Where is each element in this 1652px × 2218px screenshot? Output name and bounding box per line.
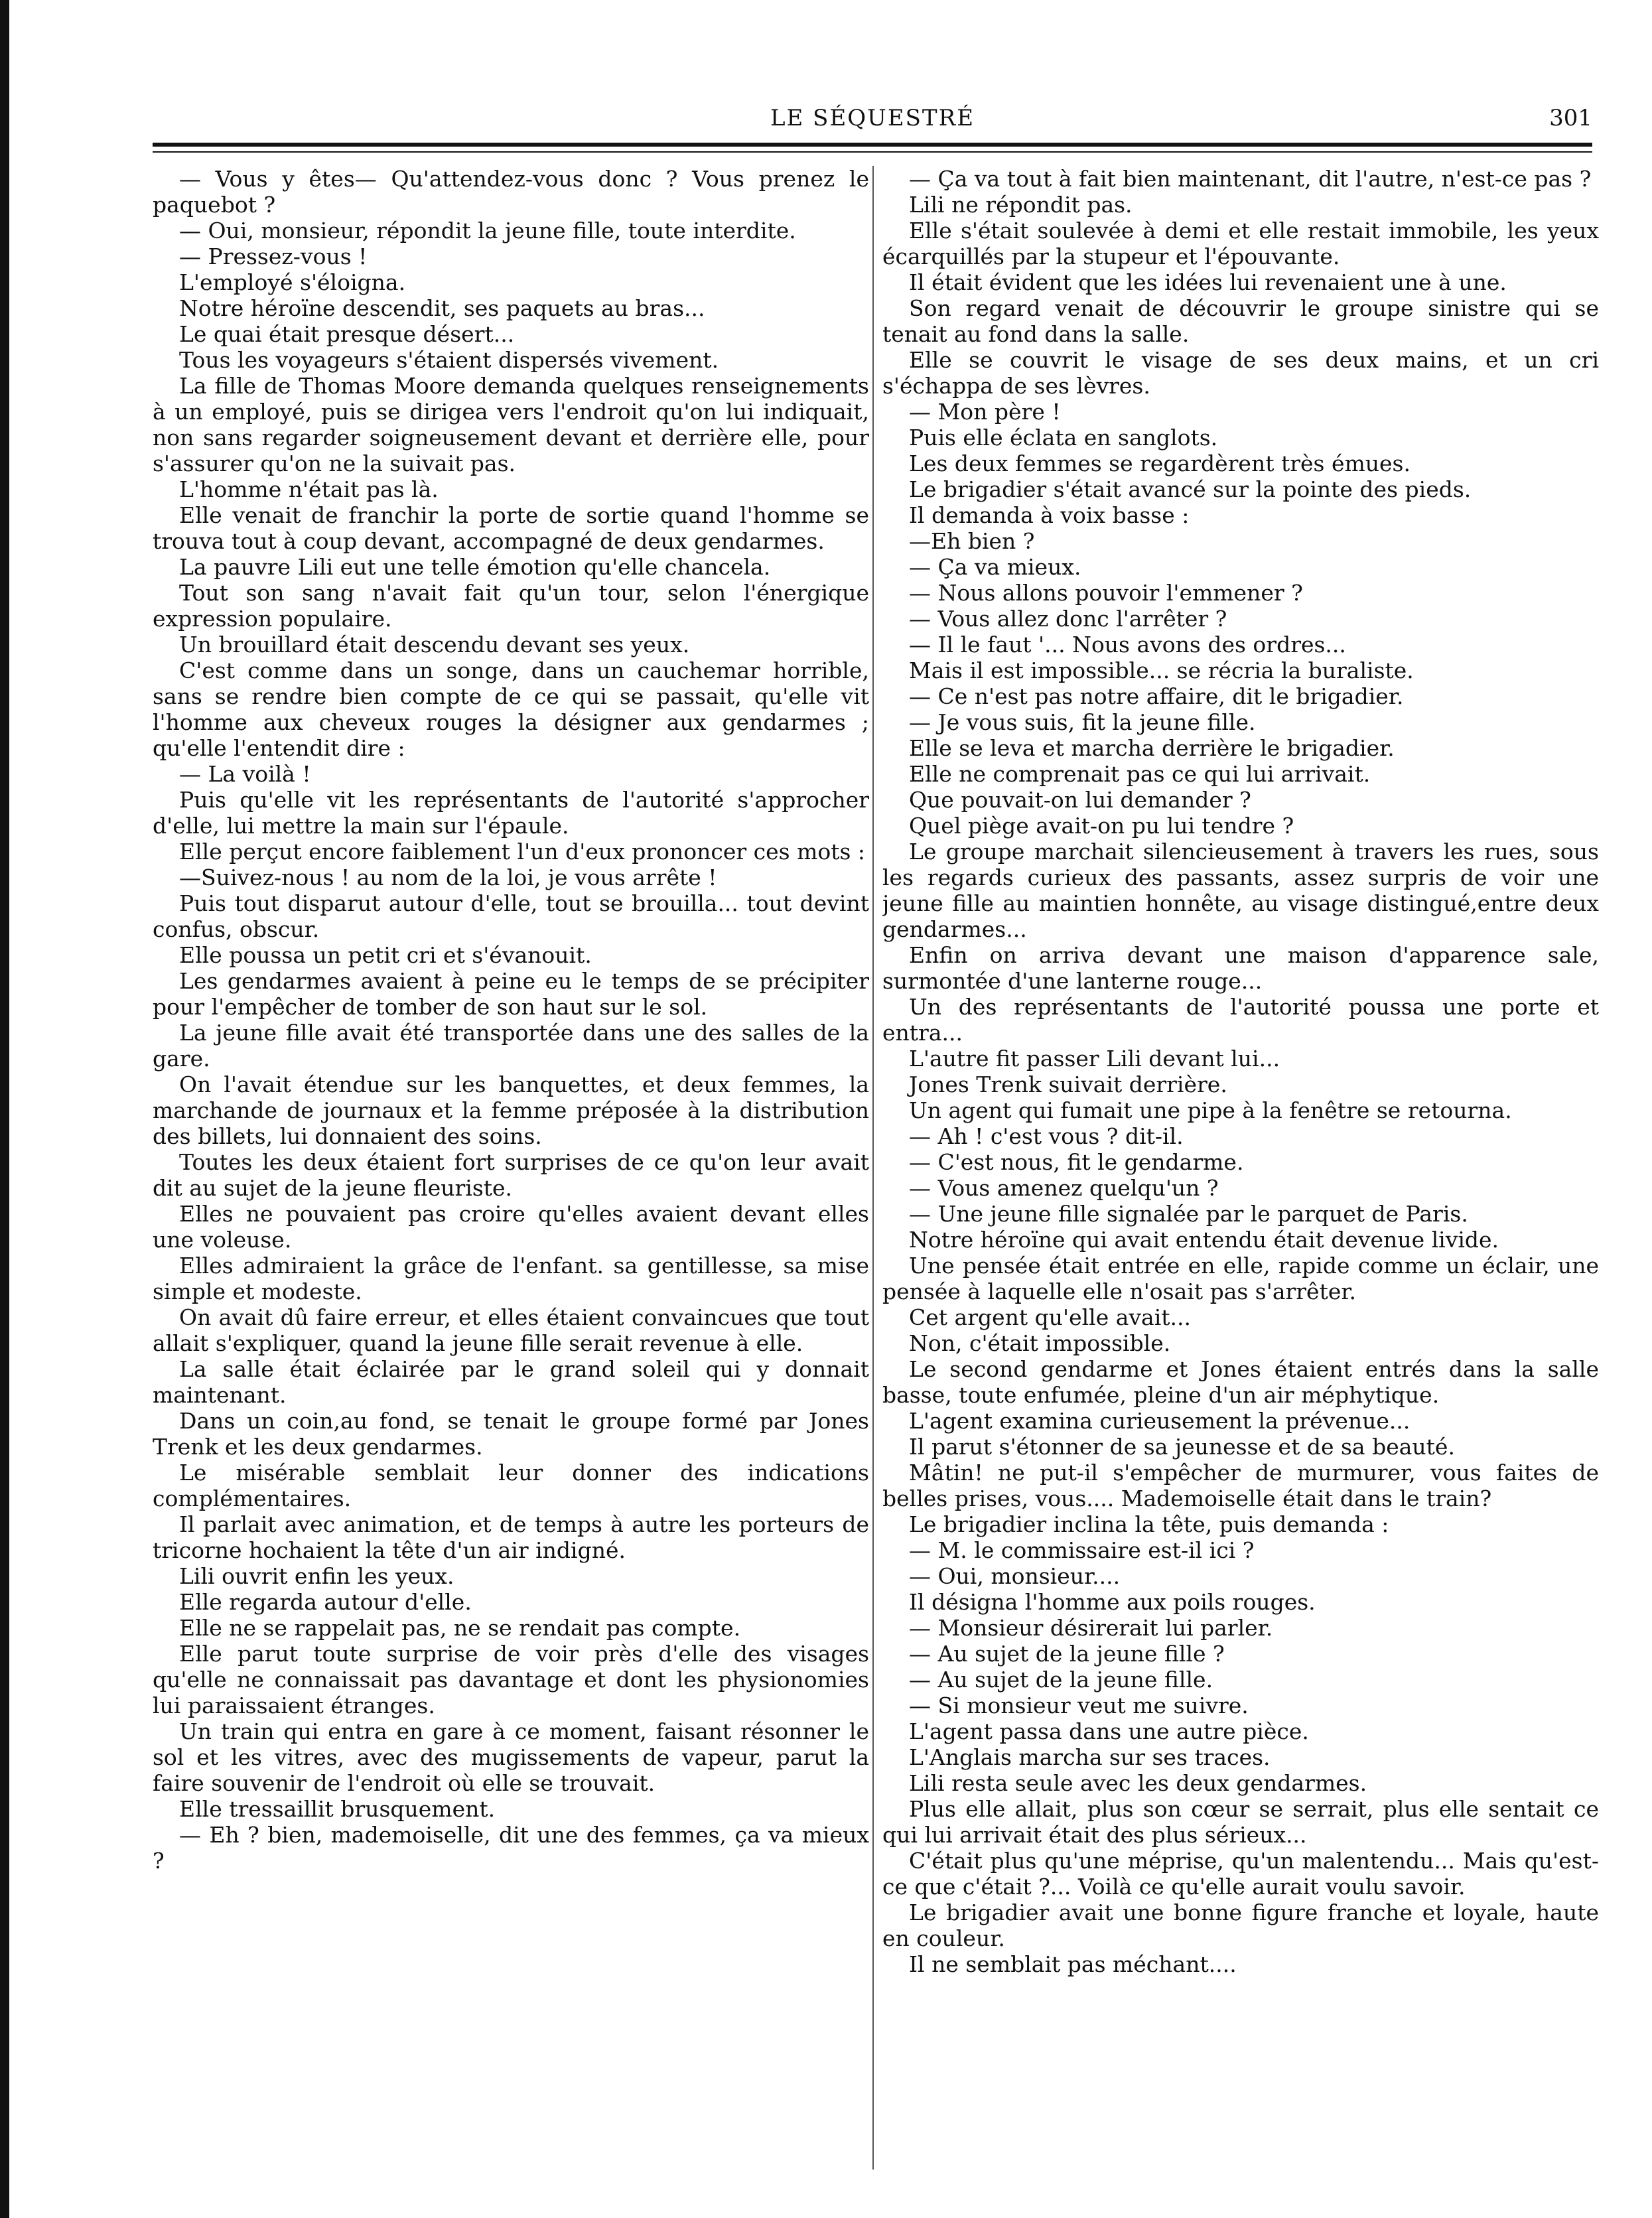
paragraph: Enfin on arriva devant une maison d'apparence sale, surmontée d'une lanterne rouge... [882, 942, 1599, 994]
paragraph: — Au sujet de la jeune fille. [909, 1667, 1213, 1693]
paragraph: Il parlait avec animation, et de temps à autre les porteurs de tricorne hochaient la tête d'un air indigné. [153, 1511, 869, 1563]
paragraph: Toutes les deux étaient fort surprises de ce qu'on leur avait dit au sujet de la jeune fleuriste. [153, 1149, 869, 1201]
paragraph: Il désigna l'homme aux poils rouges. [909, 1589, 1316, 1615]
left-text-column [153, 166, 869, 2170]
paragraph: La pauvre Lili eut une telle émotion qu'elle chancela. [179, 554, 771, 580]
paragraph: Notre héroïne qui avait entendu était devenue livide. [909, 1227, 1499, 1253]
paragraph: Tous les voyageurs s'étaient dispersés vivement. [179, 347, 719, 373]
paragraph: Il parut s'étonner de sa jeunesse et de sa beauté. [909, 1434, 1455, 1460]
paragraph: L'agent passa dans une autre pièce. [909, 1718, 1309, 1744]
paragraph: Le misérable semblait leur donner des indications complémentaires. [153, 1460, 869, 1511]
paragraph: — Ça va mieux. [909, 554, 1081, 580]
paragraph: — Au sujet de la jeune fille ? [909, 1641, 1225, 1667]
header-rule-thick [153, 143, 1592, 147]
paragraph: L'employé s'éloigna. [179, 269, 406, 295]
column-divider [872, 166, 874, 2170]
paragraph: Le brigadier s'était avancé sur la pointe des pieds. [909, 476, 1472, 502]
paragraph: Plus elle allait, plus son cœur se serrait, plus elle sentait ce qui lui arrivait était des plus sérieux... [882, 1796, 1599, 1848]
paragraph: Son regard venait de découvrir le groupe sinistre qui se tenait au fond dans la salle. [882, 295, 1599, 347]
paragraph: — Ce n'est pas notre affaire, dit le brigadier. [909, 683, 1404, 709]
paragraph: Les gendarmes avaient à peine eu le temps de se précipiter pour l'empêcher de tomber de son haut sur le sol. [153, 968, 869, 1020]
page-number: 301 [1549, 105, 1592, 131]
paragraph: Le groupe marchait silencieusement à travers les rues, sous les regards curieux des passants, assez surpris de voir une jeune fille au maintien honnête, au visage distingué,entre deux gendarmes... [882, 839, 1599, 942]
paragraph: C'est comme dans un songe, dans un cauchemar horrible, sans se rendre bien compte de ce qui se passait, qu'elle vit l'homme aux cheveux rouges la désigner aux gendarmes ; qu'elle l'entendit dire : [153, 658, 869, 761]
paragraph: Les deux femmes se regardèrent très émues. [909, 451, 1411, 476]
paragraph: — Pressez-vous ! [179, 243, 368, 269]
paragraph: Elle regarda autour d'elle. [179, 1589, 472, 1615]
paragraph: Lili ne répondit pas. [909, 192, 1133, 218]
paragraph: Une pensée était entrée en elle, rapide comme un éclair, une pensée à laquelle elle n'osait pas s'arrêter. [882, 1253, 1599, 1304]
page-binding-edge [0, 0, 9, 2218]
paragraph: Un train qui entra en gare à ce moment, faisant résonner le sol et les vitres, avec des mugissements de vapeur, parut la faire souvenir de l'endroit où elle se trouvait. [153, 1718, 869, 1796]
paragraph: Lili ouvrit enfin les yeux. [179, 1563, 454, 1589]
paragraph: — Mon père ! [909, 399, 1061, 425]
paragraph: Lili resta seule avec les deux gendarmes. [909, 1770, 1367, 1796]
paragraph: Il était évident que les idées lui revenaient une à une. [909, 269, 1507, 295]
paragraph: Elle se couvrit le visage de ses deux mains, et un cri s'échappa de ses lèvres. [882, 347, 1599, 399]
paragraph: Quel piège avait-on pu lui tendre ? [909, 813, 1294, 839]
paragraph: Non, c'était impossible. [909, 1330, 1171, 1356]
page-header [153, 100, 1592, 139]
paragraph: Cet argent qu'elle avait... [909, 1304, 1192, 1330]
paragraph: Notre héroïne descendit, ses paquets au bras... [179, 295, 705, 321]
paragraph: — Oui, monsieur.... [909, 1563, 1121, 1589]
paragraph: — Ah ! c'est vous ? dit-il. [909, 1123, 1184, 1149]
paragraph: Puis qu'elle vit les représentants de l'autorité s'approcher d'elle, lui mettre la main sur l'épaule. [153, 787, 869, 839]
paragraph: — Si monsieur veut me suivre. [909, 1693, 1249, 1718]
paragraph: — C'est nous, fit le gendarme. [909, 1149, 1244, 1175]
paragraph: Elle tressaillit brusquement. [179, 1796, 496, 1822]
paragraph: L'Anglais marcha sur ses traces. [909, 1744, 1271, 1770]
paragraph: — Eh ? bien, mademoiselle, dit une des femmes, ça va mieux ? [153, 1822, 869, 1874]
paragraph: Elles ne pouvaient pas croire qu'elles avaient devant elles une voleuse. [153, 1201, 869, 1253]
paragraph: La salle était éclairée par le grand soleil qui y donnait maintenant. [153, 1356, 869, 1408]
paragraph: Elle parut toute surprise de voir près d'elle des visages qu'elle ne connaissait pas davantage et dont les physionomies lui paraissaient étranges. [153, 1641, 869, 1718]
paragraph: La fille de Thomas Moore demanda quelques renseignements à un employé, puis se dirigea vers l'endroit qu'on lui indiquait, non sans regarder soigneusement devant et derrière elle, pour s'assurer qu'on ne la suivait pas. [153, 373, 869, 476]
paragraph: — Nous allons pouvoir l'emmener ? [909, 580, 1303, 606]
paragraph: Dans un coin,au fond, se tenait le groupe formé par Jones Trenk et les deux gendarmes. [153, 1408, 869, 1460]
paragraph: Un agent qui fumait une pipe à la fenêtre se retourna. [909, 1097, 1512, 1123]
paragraph: C'était plus qu'une méprise, qu'un malentendu... Mais qu'est-ce que c'était ?... Voilà ce qu'elle aurait voulu savoir. [882, 1848, 1599, 1900]
paragraph: — Vous allez donc l'arrêter ? [909, 606, 1227, 632]
paragraph: Un brouillard était descendu devant ses yeux. [179, 632, 690, 658]
paragraph: Il ne semblait pas méchant.... [909, 1951, 1237, 1977]
paragraph: — Ça va tout à fait bien maintenant, dit l'autre, n'est-ce pas ? [909, 166, 1592, 192]
paragraph: Elle se leva et marcha derrière le brigadier. [909, 735, 1395, 761]
paragraph: Elles admiraient la grâce de l'enfant. sa gentillesse, sa mise simple et modeste. [153, 1253, 869, 1304]
paragraph: —Suivez-nous ! au nom de la loi, je vous arrête ! [179, 865, 717, 890]
paragraph: L'autre fit passer Lili devant lui... [909, 1046, 1280, 1072]
paragraph: Il demanda à voix basse : [909, 502, 1190, 528]
paragraph: — M. le commissaire est-il ici ? [909, 1537, 1255, 1563]
paragraph: Jones Trenk suivait derrière. [909, 1072, 1227, 1097]
paragraph: L'homme n'était pas là. [179, 476, 439, 502]
header-rule-thin [153, 151, 1592, 153]
paragraph: — Je vous suis, fit la jeune fille. [909, 709, 1256, 735]
paragraph: Le quai était presque désert... [179, 321, 515, 347]
paragraph: Le brigadier avait une bonne figure franche et loyale, haute en couleur. [882, 1900, 1599, 1951]
paragraph: Le brigadier inclina la tête, puis demanda : [909, 1511, 1389, 1537]
paragraph: — La voilà ! [179, 761, 311, 787]
paragraph: — Monsieur désirerait lui parler. [909, 1615, 1273, 1641]
paragraph: Elle poussa un petit cri et s'évanouit. [179, 942, 592, 968]
right-text-column [882, 166, 1599, 2170]
paragraph: Un des représentants de l'autorité poussa une porte et entra... [882, 994, 1599, 1046]
paragraph: On avait dû faire erreur, et elles étaient convaincues que tout allait s'expliquer, quand la jeune fille serait revenue à elle. [153, 1304, 869, 1356]
paragraph: Elle ne comprenait pas ce qui lui arrivait. [909, 761, 1371, 787]
paragraph: Tout son sang n'avait fait qu'un tour, selon l'énergique expression populaire. [153, 580, 869, 632]
paragraph: Mais il est impossible... se récria la buraliste. [909, 658, 1414, 683]
paragraph: La jeune fille avait été transportée dans une des salles de la gare. [153, 1020, 869, 1072]
paragraph: — Il le faut '... Nous avons des ordres... [909, 632, 1346, 658]
paragraph: Elle venait de franchir la porte de sortie quand l'homme se trouva tout à coup devant, accompagné de deux gendarmes. [153, 502, 869, 554]
paragraph: On l'avait étendue sur les banquettes, et deux femmes, la marchande de journaux et la femme préposée à la distribution des billets, lui donnaient des soins. [153, 1072, 869, 1149]
paragraph: Puis elle éclata en sanglots. [909, 425, 1218, 451]
paragraph: —Eh bien ? [909, 528, 1035, 554]
paragraph: Mâtin! ne put-il s'empêcher de murmurer, vous faites de belles prises, vous.... Mademoiselle était dans le train? [882, 1460, 1599, 1511]
paragraph: Le second gendarme et Jones étaient entrés dans la salle basse, toute enfumée, pleine d'un air méphytique. [882, 1356, 1599, 1408]
paragraph: — Vous y êtes— Qu'attendez-vous donc ? Vous prenez le paquebot ? [153, 166, 869, 218]
paragraph: Que pouvait-on lui demander ? [909, 787, 1251, 813]
paragraph: Puis tout disparut autour d'elle, tout se brouilla... tout devint confus, obscur. [153, 890, 869, 942]
paragraph: — Vous amenez quelqu'un ? [909, 1175, 1219, 1201]
paragraph: Elle perçut encore faiblement l'un d'eux prononcer ces mots : [179, 839, 866, 865]
paragraph: — Une jeune fille signalée par le parquet de Paris. [909, 1201, 1468, 1227]
paragraph: L'agent examina curieusement la prévenue... [909, 1408, 1411, 1434]
paragraph: Elle ne se rappelait pas, ne se rendait pas compte. [179, 1615, 741, 1641]
running-title: LE SÉQUESTRÉ [770, 105, 975, 131]
paragraph: Elle s'était soulevée à demi et elle restait immobile, les yeux écarquillés par la stupeur et l'épouvante. [882, 218, 1599, 269]
paragraph: — Oui, monsieur, répondit la jeune fille, toute interdite. [179, 218, 796, 243]
